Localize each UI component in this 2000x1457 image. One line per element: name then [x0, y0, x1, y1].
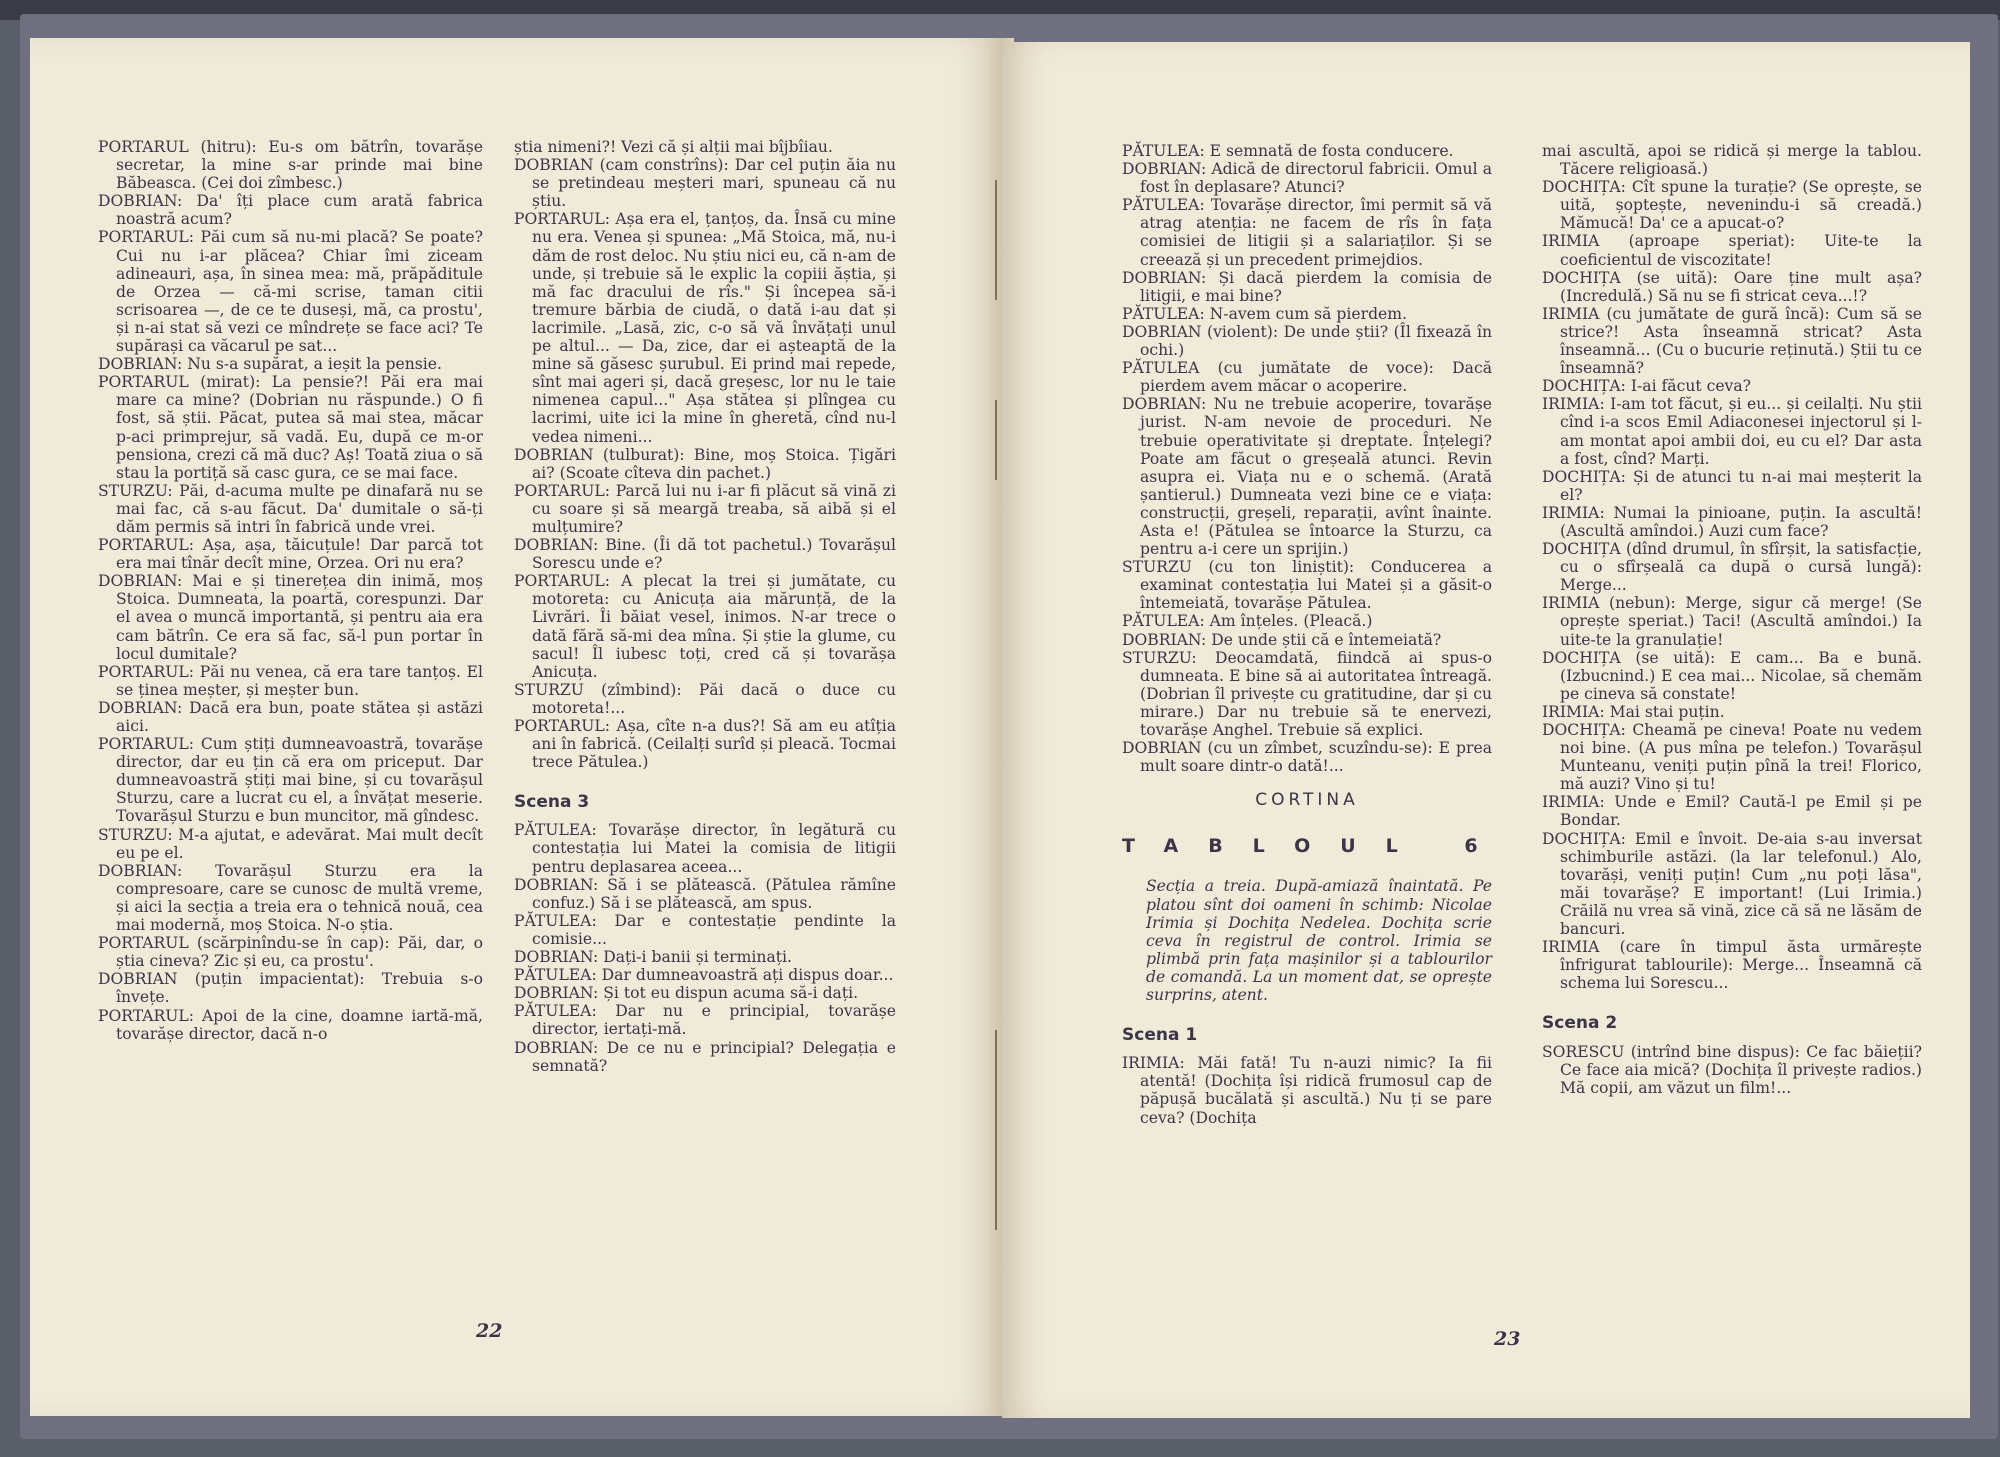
dialogue-line: DOBRIAN: Nu s-a supărat, a ieșit la pensie.	[98, 355, 442, 374]
dialogue-line: DOBRIAN: Și dacă pierdem la comisia de litigii, e mai bine?	[1122, 268, 1492, 305]
dialogue-line: DOCHIȚA: Emil e învoit. De-aia s-au inversat schimburile astăzi. (la lar telefonul.) Alo, tovarăși, veniți puțin! Cum „nu poți lăsa", măi tovarășe? E important! (Lui Irimia.) Crăilă nu vrea să vină, zice că să ne lăsăm de bancuri.	[1542, 829, 1922, 939]
dialogue-line: PORTARUL: Păi nu venea, că era tare tanțoș. El se ținea meșter, și meșter bun.	[98, 662, 483, 699]
binding-thread	[995, 180, 997, 300]
dialogue-line: PĂTULEA: Tovarășe director, îmi permit să vă atrag atenția: ne facem de rîs în fața comisiei de litigii și a salariaților. Și se creează și un precedent primejdios.	[1122, 196, 1492, 269]
dialogue-line: DOCHIȚA: Și de atunci tu n-ai mai meșterit la el?	[1542, 467, 1922, 504]
act-heading: TABLOUL 6	[1122, 835, 1508, 858]
dialogue-line: PĂTULEA: Dar dumneavoastră ați dispus doar...	[514, 966, 894, 985]
dialogue-line: PORTARUL (scărpinîndu-se în cap): Păi, dar, o știa cineva? Zic și eu, ca prostu'.	[98, 934, 483, 971]
dialogue-line: PORTARUL: Așa era el, țanțoș, da. Însă cu mine nu era. Venea și spunea: „Mă Stoica, mă, nu-i dăm de rost deloc. Nu știu nici eu, că n-am de unde, și trebuie să le explic la copiii ăștia, și mă fac dracului de rîs." Și începea să-i tremure bărbia de ciudă, o dată i-au dat și lacrimile. „Lasă, zic, c-o să vă învățați unul pe altul... — Da, zice, dar ei așteaptă de la mine să găsesc șurubul. Ei prind mai repede, sînt mai ageri și, dacă greșesc, lor nu le taie nimenea capul..." Așa stătea și plîngea cu lacrimi, uite ici la mine în gheretă, cînd nu-l vedea nimeni...	[514, 210, 896, 446]
dialogue-line: DOCHIȚA (dînd drumul, în sfîrșit, la satisfacție, cu o sfîrșeală ca după o cursă lungă): Merge...	[1542, 540, 1922, 595]
scene-heading: Scena 1	[1122, 1025, 1198, 1046]
dialogue-line: DOBRIAN: Adică de directorul fabricii. Omul a fost în deplasare? Atunci?	[1122, 160, 1492, 197]
dialogue-line: IRIMIA (cu jumătate de gură încă): Cum să se strice?! Asta înseamnă stricat? Asta înseamnă... (Cu o bucurie reținută.) Știi tu ce înseamnă?	[1542, 304, 1922, 378]
dialogue-line: PĂTULEA: Dar e contestație pendinte la comisie...	[514, 911, 896, 948]
dialogue-line: PORTARUL: Apoi de la cine, doamne iartă-mă, tovarășe director, dacă n-o	[98, 1006, 483, 1043]
dialogue-line: IRIMIA (aproape speriat): Uite-te la coeficientul de viscozitate!	[1542, 232, 1922, 269]
dialogue-line: PĂTULEA: Dar nu e principial, tovarășe director, iertați-mă.	[514, 1002, 896, 1039]
binding-thread	[995, 400, 997, 480]
dialogue-line: IRIMIA: I-am tot făcut, și eu... și ceilalți. Nu știi cînd i-a scos Emil Adiaconesei injectorul și l-am montat apoi ambii doi, eu cu el? Dar asta a fost, cînd? Marți.	[1542, 395, 1922, 468]
scene-heading: Scena 3	[514, 792, 590, 813]
stage-direction: Secția a treia. După-amiază înaintată. Pe platou sînt doi oameni în schimb: Nicolae Irimia și Dochița Nedelea. Dochița scrie ceva în registrul de control. Irimia se plimbă prin fața mașinilor și a tablourilor de comandă. La un moment dat, se oprește surprins, atent.	[1146, 877, 1492, 1005]
dialogue-line: DOBRIAN (violent): De unde știi? (Îl fixează în ochi.)	[1122, 322, 1492, 360]
dialogue-line: știa nimeni?! Vezi că și alții mai bîjbîiau.	[514, 138, 833, 156]
dialogue-line: PORTARUL: Cum știți dumneavoastră, tovarășe director, dar eu țin că era om priceput. Dar dumneavoastră știți mai bine, și cu tovarășul Sturzu, care a lucrat cu el, a învățat meserie. Tovarășul Sturzu e bun muncitor, mă gîndesc.	[98, 735, 483, 826]
dialogue-line: DOBRIAN (tulburat): Bine, moș Stoica. Țigări ai? (Scoate cîteva din pachet.)	[514, 445, 896, 482]
dialogue-line: STURZU: Deocamdată, fiindcă ai spus-o dumneata. E bine să ai autoritatea întreagă. (Dobrian îl privește cu gratitudine, dar și cu mirare.) Dar nu trebuie să te enervezi, tovarășe Anghel. Trebuie să explici.	[1122, 648, 1492, 739]
dialogue-line: PORTARUL: A plecat la trei și jumătate, cu motoreta: cu Anicuța aia mărunță, de la Livrări. Îi băiat vesel, inimos. N-ar trece o dată fără să-mi dea mîna. Și știe la glume, cu sacul! Îl iubesc toți, cred că și tovarășa Anicuța.	[514, 572, 896, 681]
dialogue-line: PORTARUL: Parcă lui nu i-ar fi plăcut să vină zi cu soare și să meargă treaba, să aibă și el mulțumire?	[514, 481, 896, 536]
dialogue-line: DOBRIAN: Da' îți place cum arată fabrica noastră acum?	[98, 192, 483, 229]
left-column-2	[514, 138, 896, 1075]
dialogue-line: IRIMIA: Unde e Emil? Caută-l pe Emil și pe Bondar.	[1542, 793, 1922, 830]
dialogue-line: DOBRIAN (cu un zîmbet, scuzîndu-se): E prea mult soare dintr-o dată!...	[1122, 739, 1492, 776]
dialogue-line: DOBRIAN (cam constrîns): Dar cel puțin ăia nu se pretindeau meșteri mari, spuneau că nu știu.	[514, 156, 896, 211]
dialogue-line: IRIMIA: Mai stai puțin.	[1542, 702, 1725, 721]
curtain-heading: CORTINA	[1255, 790, 1359, 811]
dialogue-line: DOBRIAN: De unde știi că e întemeiată?	[1122, 630, 1442, 649]
dialogue-line: mai ascultă, apoi se ridică și merge la tablou. Tăcere religioasă.)	[1542, 142, 1922, 179]
dialogue-line: STURZU (zîmbind): Păi dacă o duce cu motoreta!...	[514, 680, 896, 717]
page-number-right: 23	[1494, 1328, 1521, 1350]
dialogue-line: DOBRIAN: De ce nu e principial? Delegația e semnată?	[514, 1038, 896, 1075]
dialogue-line: DOBRIAN: Să i se plătească. (Pătulea rămîne confuz.) Să i se plătească, am spus.	[514, 875, 896, 912]
dialogue-line: STURZU (cu ton liniștit): Conducerea a examinat contestația lui Matei și a găsit-o întemeiată, tovarășe Pătulea.	[1122, 558, 1492, 613]
dialogue-line: IRIMIA: Numai la pinioane, puțin. Ia ascultă! (Ascultă amîndoi.) Auzi cum face?	[1542, 503, 1922, 540]
binding-thread	[995, 1030, 997, 1230]
right-column-2	[1542, 142, 1922, 1097]
dialogue-line: DOBRIAN (puțin impacientat): Trebuia s-o învețe.	[98, 970, 483, 1007]
right-column-1	[1122, 142, 1508, 1127]
dialogue-line: PĂTULEA: Am înțeles. (Pleacă.)	[1122, 612, 1373, 631]
dialogue-line: STURZU: Păi, d-acuma multe pe dinafară nu se mai fac, că s-au făcut. Da' dumitale o să-ți dăm permis să intri în fabrică unde vrei.	[98, 481, 483, 536]
dialogue-line: PĂTULEA: E semnată de fosta conducere.	[1122, 142, 1454, 160]
left-page	[30, 38, 1002, 1416]
dialogue-line: SORESCU (intrînd bine dispus): Ce fac băieții? Ce face aia mică? (Dochița îl privește radios.) Mă copii, am văzut un film!...	[1542, 1042, 1922, 1097]
dialogue-line: STURZU: M-a ajutat, e adevărat. Mai mult decît eu pe el.	[98, 825, 483, 862]
dialogue-line: IRIMIA (nebun): Merge, sigur că merge! (Se oprește speriat.) Taci! (Ascultă amîndoi.) Ia uite-te la granulație!	[1542, 594, 1922, 649]
dialogue-line: PĂTULEA: Tovarășe director, în legătură cu contestația lui Matei la comisia de litigii pentru deplasarea aceea...	[514, 821, 896, 876]
dialogue-line: PORTARUL: Păi cum să nu-mi placă? Se poate? Cui nu i-ar plăcea? Chiar îmi ziceam adineauri, așa, în sinea mea: mă, prăpăditule de Orzea — că-mi scrise, taman citii scrisoarea —, de ce te duseși, mă, ca prostu', și n-ai stat să vezi ce mîndrețe se face aci? Te supărași ca văcarul pe sat...	[98, 228, 483, 356]
dialogue-line: PĂTULEA: N-avem cum să pierdem.	[1122, 304, 1408, 323]
dialogue-line: DOCHIȚA: Cheamă pe cineva! Poate nu vedem noi bine. (A pus mîna pe telefon.) Tovarășul Munteanu, veniți puțin pînă la trei! Florico, mă auzi? Vino și tu!	[1542, 721, 1922, 794]
dialogue-line: DOCHIȚA (se uită): E cam... Ba e bună. (Izbucnind.) E cea mai... Nicolae, să chemăm pe cineva să constate!	[1542, 648, 1922, 703]
dialogue-line: DOCHIȚA: Cît spune la turație? (Se oprește, se uită, șoptește, nevenindu-i să creadă.) Mămucă! Da' ce a apucat-o?	[1542, 178, 1922, 233]
dialogue-line: PORTARUL (mirat): La pensie?! Păi era mai mare ca mine? (Dobrian nu răspunde.) O fi fost, să știi. Păcat, putea să mai stea, măcar p-aci primprejur, să vadă. Eu, după ce m-or pensiona, crezi că mă duc? Aș! Toată ziua o să stau la portiță să casc gura, ce se mai face.	[98, 373, 483, 482]
dialogue-line: DOBRIAN: Mai e și tinerețea din inimă, moș Stoica. Dumneata, la poartă, corespunzi. Dar el avea o muncă importantă, și pentru aia era cam bătrîn. Ce era să fac, să-l pun portar în locul dumitale?	[98, 572, 483, 663]
dialogue-line: PĂTULEA (cu jumătate de voce): Dacă pierdem avem măcar o acoperire.	[1122, 359, 1492, 396]
dialogue-line: DOBRIAN: Tovarășul Sturzu era la compresoare, care se cunosc de multă vreme, și aici la secția a treia era o tehnică nouă, cea mai modernă, moș Stoica. N-o știa.	[98, 861, 483, 935]
dialogue-line: PORTARUL: Așa, așa, tăicuțule! Dar parcă tot era mai tînăr decît mine, Orzea. Ori nu era?	[98, 536, 483, 573]
dialogue-line: DOBRIAN: Dați-i banii și terminați.	[514, 948, 792, 967]
left-column-1	[98, 138, 483, 1043]
dialogue-line: DOBRIAN: Bine. (Îi dă tot pachetul.) Tovarășul Sorescu unde e?	[514, 536, 896, 573]
dialogue-line: DOBRIAN: Și tot eu dispun acuma să-i dați.	[514, 984, 859, 1003]
dialogue-line: DOBRIAN: Nu ne trebuie acoperire, tovarășe jurist. N-am nevoie de proceduri. Ne trebuie operativitate și dreptate. Înțelegi? Poate am făcut o greșeală atunci. Revin asupra ei. Viața nu e o schemă. (Arată șantierul.) Dumneata vezi bine ce e viața: construcții, greșeli, reparații, avînt înainte. Asta e! (Pătulea se întoarce la Sturzu, ca pentru a-i cere un sprijin.)	[1122, 395, 1492, 559]
right-page	[1002, 42, 1970, 1418]
dialogue-line: DOCHIȚA: I-ai făcut ceva?	[1542, 377, 1752, 396]
dialogue-line: IRIMIA (care în timpul ăsta urmărește înfrigurat tablourile): Merge... Înseamnă că schema lui Sorescu...	[1542, 938, 1922, 993]
page-number-left: 22	[476, 1320, 503, 1342]
dialogue-line: IRIMIA: Măi fată! Tu n-auzi nimic? Ia fii atentă! (Dochița își ridică frumosul cap de păpușă bucălată și ascultă.) Nu ți se pare ceva? (Dochița	[1122, 1054, 1492, 1127]
dialogue-line: PORTARUL: Așa, cîte n-a dus?! Să am eu atîția ani în fabrică. (Ceilalți surîd și pleacă. Tocmai trece Pătulea.)	[514, 717, 896, 772]
scene-heading: Scena 2	[1542, 1013, 1618, 1034]
dialogue-line: DOCHIȚA (se uită): Oare ține mult așa? (Incredulă.) Să nu se fi stricat ceva...!?	[1542, 268, 1922, 305]
dialogue-line: DOBRIAN: Dacă era bun, poate stătea și astăzi aici.	[98, 698, 483, 735]
dialogue-line: PORTARUL (hitru): Eu-s om bătrîn, tovarășe secretar, la mine s-ar prinde mai bine Băbeasca. (Cei doi zîmbesc.)	[98, 138, 483, 193]
